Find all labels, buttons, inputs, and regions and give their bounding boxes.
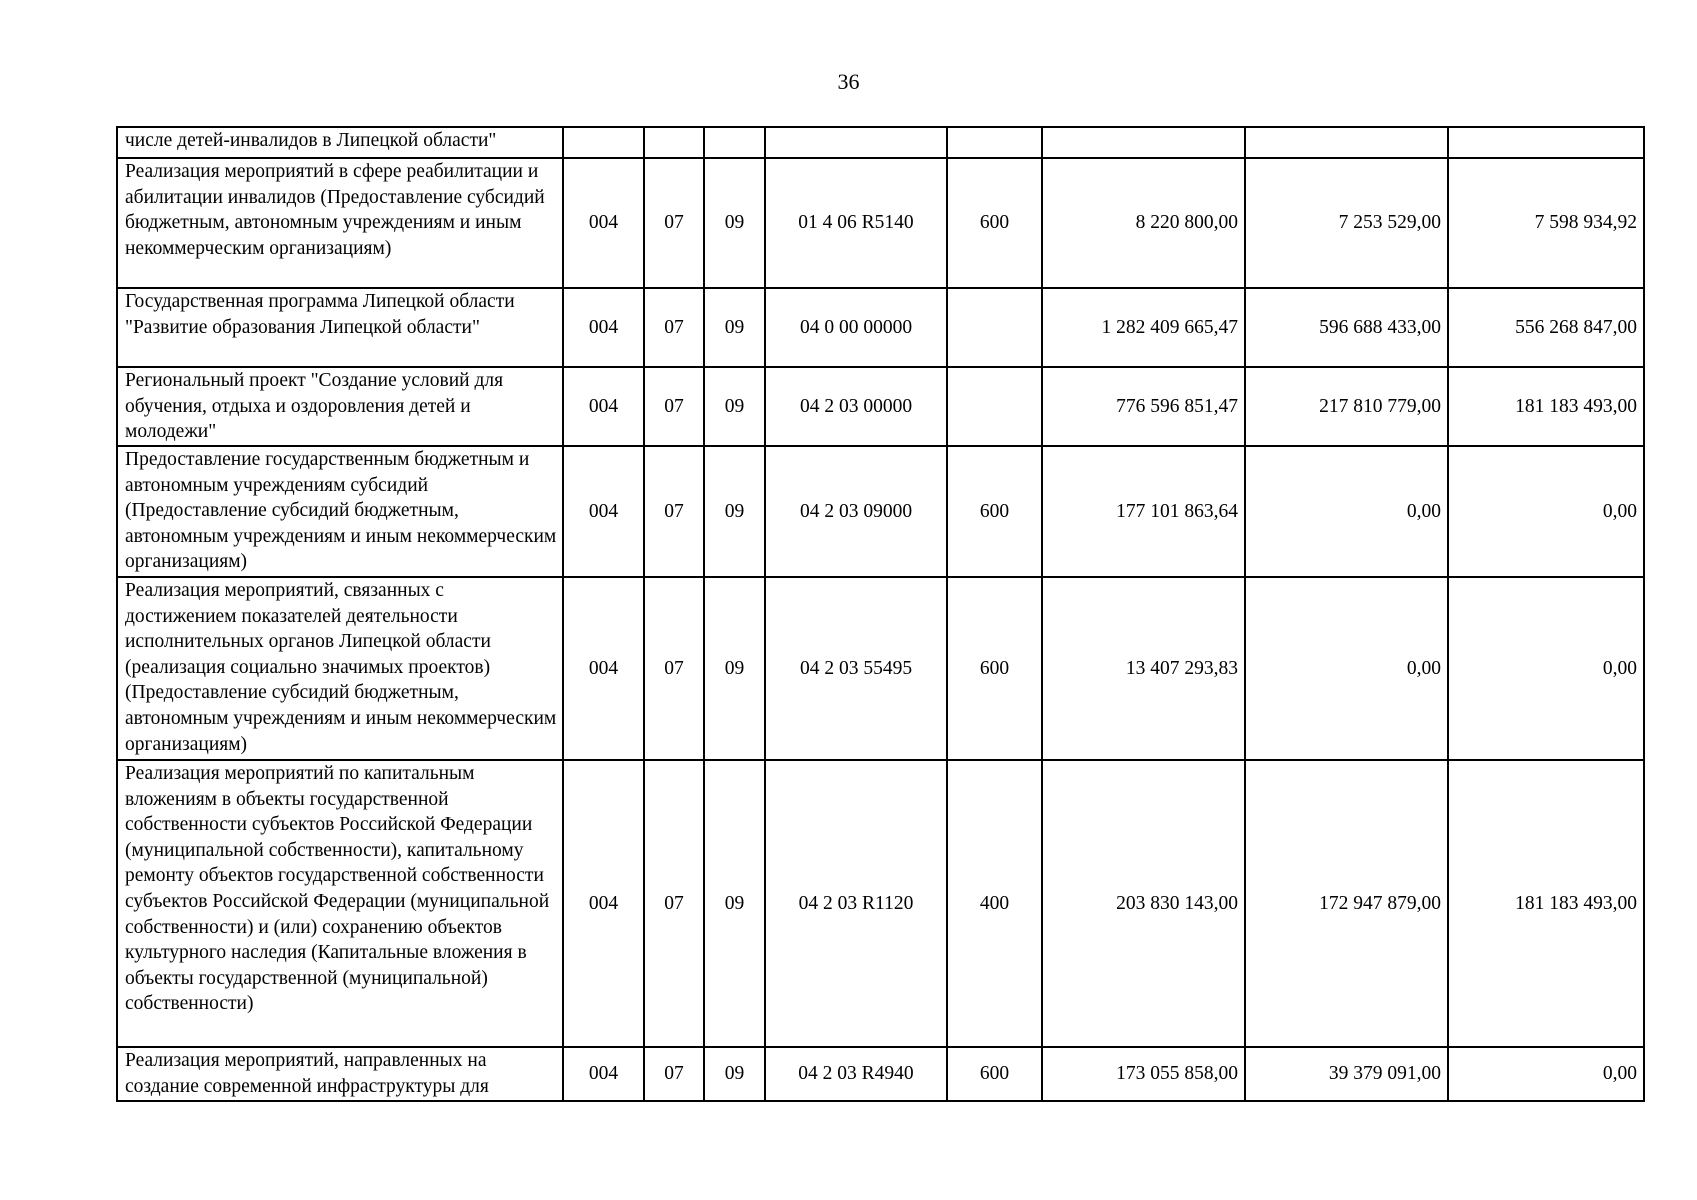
table-row [117,1047,1644,1101]
cell-amount-year-1: 203 830 143,00 [1042,760,1245,1047]
cell-amount-year-3 [1448,127,1644,158]
cell-subsection-code: 09 [704,760,765,1047]
cell-expense-type: 600 [947,446,1042,577]
cell-amount-year-1: 177 101 863,64 [1042,446,1245,577]
cell-amount-year-3: 181 183 493,00 [1448,367,1644,446]
row-description: Реализация мероприятий, связанных с достижением показателей деятельности исполнительных органов Липецкой области (реализация социально значимых проектов) (Предоставление субсидий бюджетным, автономным учреждениям и иным некоммерческим организациям) [117,577,563,760]
cell-amount-year-2 [1245,127,1448,158]
cell-section-code: 07 [644,577,704,760]
cell-target-article: 01 4 06 R5140 [765,158,947,288]
cell-expense-type: 600 [947,577,1042,760]
table-row [117,446,1644,577]
cell-amount-year-2: 0,00 [1245,577,1448,760]
row-description: Реализация мероприятий, направленных на создание современной инфраструктуры для [117,1047,563,1101]
cell-expense-type [947,288,1042,367]
table-row [117,577,1644,760]
cell-ministry-code: 004 [563,446,644,577]
row-description: Предоставление государственным бюджетным и автономным учреждениям субсидий (Предоставление субсидий бюджетным, автономным учреждениям и иным некоммерческим организациям) [117,446,563,577]
budget-table [116,126,1645,1102]
cell-target-article [765,127,947,158]
cell-section-code: 07 [644,760,704,1047]
cell-ministry-code: 004 [563,577,644,760]
cell-target-article: 04 2 03 09000 [765,446,947,577]
cell-amount-year-3: 0,00 [1448,1047,1644,1101]
cell-section-code: 07 [644,367,704,446]
cell-amount-year-2: 0,00 [1245,446,1448,577]
cell-section-code: 07 [644,158,704,288]
cell-amount-year-2: 7 253 529,00 [1245,158,1448,288]
cell-expense-type [947,367,1042,446]
cell-ministry-code: 004 [563,288,644,367]
cell-ministry-code: 004 [563,1047,644,1101]
cell-section-code [644,127,704,158]
row-description: Реализация мероприятий в сфере реабилитации и абилитации инвалидов (Предоставление субсидий бюджетным, автономным учреждениям и иным некоммерческим организациям) [117,158,563,288]
cell-target-article: 04 2 03 R1120 [765,760,947,1047]
cell-target-article: 04 0 00 00000 [765,288,947,367]
table-row [117,158,1644,288]
cell-expense-type: 600 [947,158,1042,288]
cell-subsection-code: 09 [704,367,765,446]
cell-ministry-code [563,127,644,158]
cell-target-article: 04 2 03 00000 [765,367,947,446]
page-number: 36 [837,69,860,94]
table-row [117,760,1644,1047]
table-row [117,367,1644,446]
cell-subsection-code: 09 [704,446,765,577]
cell-amount-year-1: 13 407 293,83 [1042,577,1245,760]
cell-amount-year-3: 556 268 847,00 [1448,288,1644,367]
cell-target-article: 04 2 03 55495 [765,577,947,760]
cell-ministry-code: 004 [563,158,644,288]
cell-expense-type [947,127,1042,158]
row-description: Реализация мероприятий по капитальным вложениям в объекты государственной собственности субъектов Российской Федерации (муниципальной собственности), капитальному ремонту объектов государственной собственности субъектов Российской Федерации (муниципальной собственности) и (или) сохранению объектов культурного наследия (Капитальные вложения в объекты государственной (муниципальной) собственности) [117,760,563,1047]
cell-subsection-code: 09 [704,288,765,367]
cell-subsection-code [704,127,765,158]
cell-section-code: 07 [644,1047,704,1101]
cell-amount-year-1: 173 055 858,00 [1042,1047,1245,1101]
cell-section-code: 07 [644,446,704,577]
table-row [117,288,1644,367]
cell-amount-year-2: 217 810 779,00 [1245,367,1448,446]
cell-amount-year-3: 0,00 [1448,446,1644,577]
cell-expense-type: 600 [947,1047,1042,1101]
cell-amount-year-1: 776 596 851,47 [1042,367,1245,446]
cell-ministry-code: 004 [563,367,644,446]
row-description: числе детей-инвалидов в Липецкой области" [117,127,563,158]
cell-amount-year-1 [1042,127,1245,158]
cell-subsection-code: 09 [704,577,765,760]
cell-subsection-code: 09 [704,1047,765,1101]
cell-target-article: 04 2 03 R4940 [765,1047,947,1101]
cell-amount-year-1: 1 282 409 665,47 [1042,288,1245,367]
cell-amount-year-2: 596 688 433,00 [1245,288,1448,367]
row-description: Региональный проект "Создание условий для обучения, отдыха и оздоровления детей и молодежи" [117,367,563,446]
cell-amount-year-2: 39 379 091,00 [1245,1047,1448,1101]
cell-amount-year-2: 172 947 879,00 [1245,760,1448,1047]
cell-section-code: 07 [644,288,704,367]
cell-amount-year-1: 8 220 800,00 [1042,158,1245,288]
cell-amount-year-3: 181 183 493,00 [1448,760,1644,1047]
cell-amount-year-3: 7 598 934,92 [1448,158,1644,288]
cell-expense-type: 400 [947,760,1042,1047]
row-description: Государственная программа Липецкой области "Развитие образования Липецкой области" [117,288,563,367]
cell-amount-year-3: 0,00 [1448,577,1644,760]
cell-ministry-code: 004 [563,760,644,1047]
table-row [117,127,1644,158]
cell-subsection-code: 09 [704,158,765,288]
